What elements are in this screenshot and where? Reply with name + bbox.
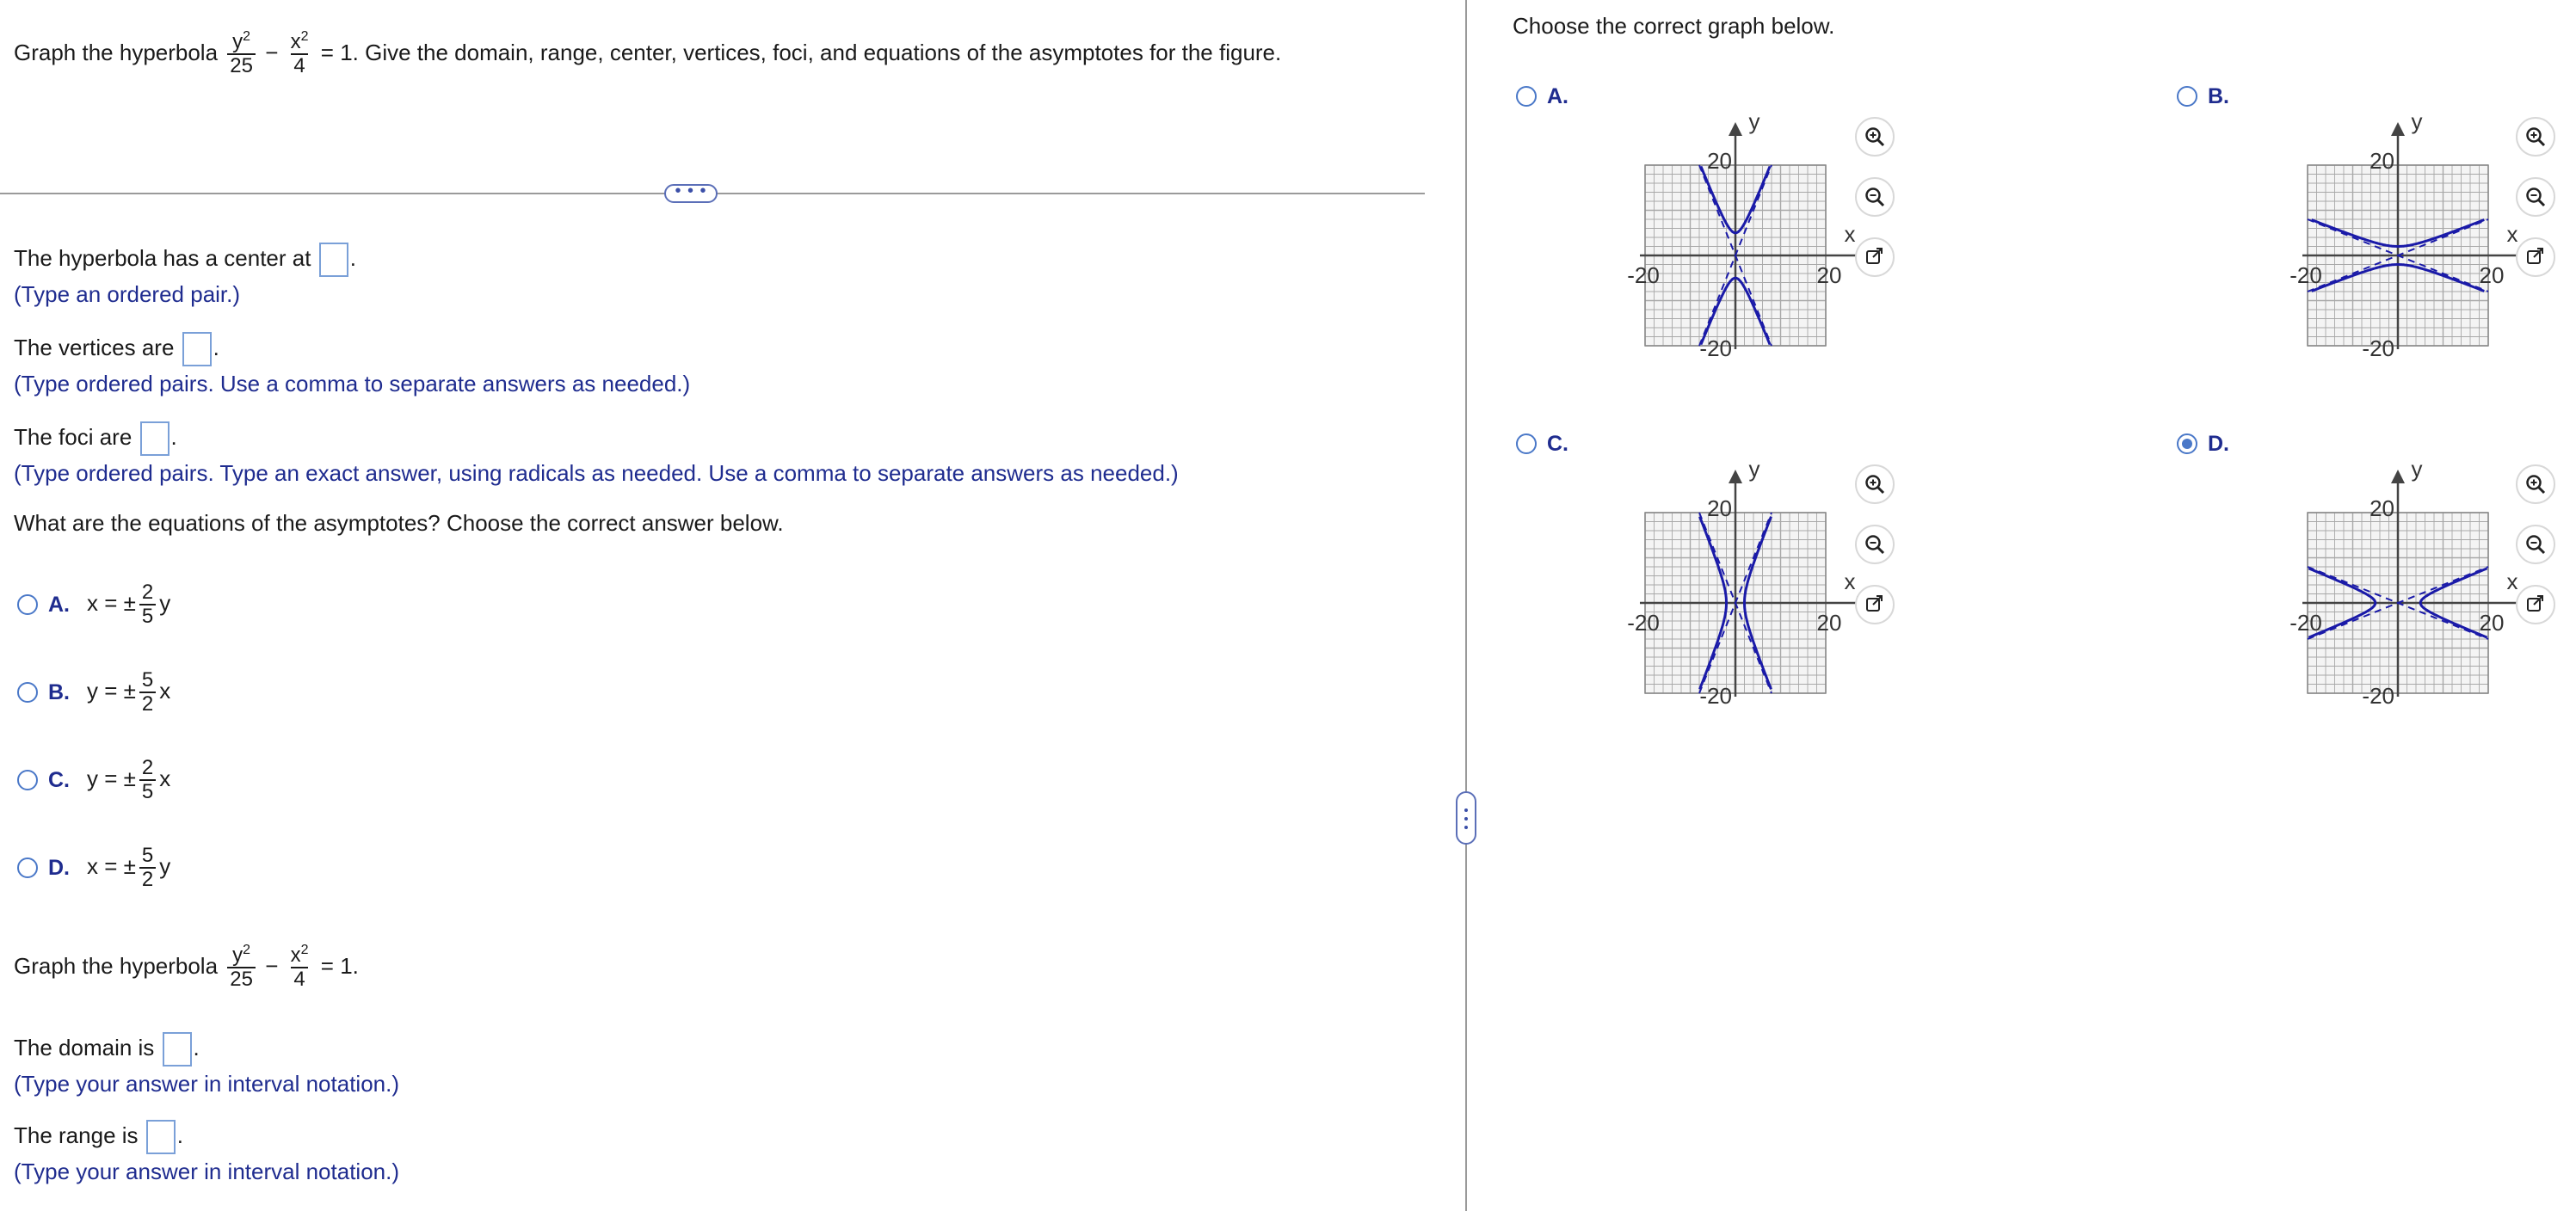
option-lhs: y = ± [87,677,136,704]
x-tick-label-right: 20 [1816,262,1842,288]
option-letter: C. [1547,432,1568,457]
zoom-in-icon [2524,126,2547,148]
y-axis-arrow [2391,122,2405,136]
y-tick-label-bottom: -20 [2362,683,2394,709]
option-letter: D. [2208,432,2229,457]
popout-button-d[interactable] [2516,585,2555,624]
x-tick-label-left: -20 [2289,262,2322,288]
graph-b [2211,108,2518,378]
radio-b[interactable] [17,682,38,703]
y-tick-label-bottom: -20 [1699,683,1732,709]
fraction-y2-25: $\frac{y^2}{25}$ [227,31,256,77]
x-tick-label-right: 20 [2479,262,2505,288]
option-letter: B. [48,680,70,704]
external-link-icon [1864,246,1886,268]
y-axis-label: y [1748,456,1760,482]
y-axis-label: y [2411,456,2423,482]
frac-num: 2 [141,756,154,779]
range-label: The range is [14,1122,139,1148]
y-tick-label-top: 20 [1707,495,1732,521]
x-tick-label-left: -20 [1627,262,1660,288]
prompt-text: Graph the hyperbola [14,39,219,65]
range-answer-input[interactable] [146,1120,176,1154]
minus-sign: − [265,39,279,65]
y-axis-arrow [1729,122,1742,136]
graph-option-d[interactable] [2177,428,2246,458]
x-axis-label: x [1844,569,1856,594]
frac-num: y [232,944,243,967]
problem-statement [14,31,1281,77]
y-axis-arrow [1729,470,1742,483]
y-axis-label: y [2411,108,2423,134]
x-axis-label: x [2506,221,2518,247]
popout-button-b[interactable] [2516,237,2555,277]
graph-option-c[interactable] [1516,428,1586,458]
option-lhs: y = ± [87,765,136,791]
radio-graph-c[interactable] [1516,433,1537,454]
option-letter: B. [2208,84,2229,109]
y-tick-label-top: 20 [2370,148,2394,174]
x-axis-label: x [1844,221,1856,247]
vertices-label: The vertices are [14,334,175,360]
zoom-in-icon [2524,473,2547,495]
option-fraction [139,581,156,628]
frac-den: 2 [139,692,156,716]
graph-a [1549,108,1856,378]
frac-den: 25 [227,967,256,991]
frac-den: 25 [227,53,256,77]
domain-question: The domain is . [14,1032,200,1067]
center-hint: (Type an ordered pair.) [14,281,241,307]
option-fraction [139,757,156,803]
zoom-in-icon [1864,126,1886,148]
frac-num: y [232,30,243,53]
asymptote-option-a[interactable] [17,581,170,628]
radio-d[interactable] [17,858,38,878]
x-tick-label-left: -20 [1627,610,1660,636]
frac-den: 5 [139,604,156,628]
y-tick-label-bottom: -20 [1699,335,1732,361]
graph-prompt [14,944,359,991]
zoom-in-button-c[interactable] [1855,464,1895,504]
fraction-x2-4: $\frac{x^2}{4}$ [290,29,309,77]
foci-answer-input[interactable] [140,421,169,456]
option-letter: A. [1547,84,1568,109]
graph-option-a[interactable] [1516,81,1586,110]
radio-a[interactable] [17,594,38,615]
foci-hint: (Type ordered pairs. Type an exact answer, using radicals as needed. Use a comma to separate answers as needed.) [14,460,1179,486]
radio-c[interactable] [17,770,38,790]
foci-label: The foci are [14,423,132,450]
y-axis-label: y [1748,108,1760,134]
option-fraction [139,845,156,891]
frac-den: 5 [139,779,156,803]
radio-graph-a[interactable] [1516,86,1537,107]
asymptotes-question: What are the equations of the asymptotes? Choose the correct answer below. [14,510,784,536]
option-var: x [159,677,171,704]
zoom-out-icon [2524,533,2547,556]
domain-answer-input[interactable] [163,1032,192,1067]
center-question: The hyperbola has a center at . [14,243,356,277]
option-fraction [139,669,156,716]
vertices-answer-input[interactable] [182,332,212,366]
zoom-in-button-d[interactable] [2516,464,2555,504]
graph-question: Choose the correct graph below. [1513,13,1835,39]
option-lhs: x = ± [87,852,136,879]
radio-graph-d[interactable] [2177,433,2197,454]
zoom-out-button-a[interactable] [1855,177,1895,217]
range-question: The range is . [14,1120,183,1154]
center-answer-input[interactable] [319,243,348,277]
center-label: The hyperbola has a center at [14,244,311,271]
domain-label: The domain is [14,1034,155,1060]
zoom-out-icon [2524,186,2547,208]
zoom-out-icon [1864,186,1886,208]
expand-handle[interactable]: • • • [664,184,718,203]
frac-den: 4 [291,967,307,991]
zoom-in-icon [1864,473,1886,495]
option-letter: C. [48,768,70,792]
zoom-out-icon [1864,533,1886,556]
zoom-out-button-c[interactable] [1855,525,1895,564]
zoom-in-button-b[interactable] [2516,117,2555,157]
y-tick-label-top: 20 [1707,148,1732,174]
option-letter: D. [48,856,70,880]
y-tick-label-top: 20 [2370,495,2394,521]
prompt-text-rest: = 1. [320,952,359,979]
popout-button-c[interactable] [1855,585,1895,624]
graph-option-b[interactable] [2177,81,2246,110]
external-link-icon [2524,246,2547,268]
frac-den: 2 [139,867,156,891]
frac-num: x [290,944,301,967]
external-link-icon [2524,593,2547,616]
zoom-out-button-b[interactable] [2516,177,2555,217]
graph-d [2211,456,2518,726]
y-tick-label-bottom: -20 [2362,335,2394,361]
zoom-out-button-d[interactable] [2516,525,2555,564]
x-tick-label-left: -20 [2289,610,2322,636]
fraction-x2-4: $\frac{x^2}{4}$ [290,943,309,991]
y-axis-arrow [2391,470,2405,483]
frac-num: x [290,30,301,53]
x-tick-label-right: 20 [1816,610,1842,636]
prompt-text-rest: = 1. Give the domain, range, center, vertices, foci, and equations of the asymptotes for the figure. [320,39,1282,65]
option-var: y [159,852,171,879]
frac-den: 4 [291,53,307,77]
option-letter: A. [48,593,70,617]
vertices-hint: (Type ordered pairs. Use a comma to separate answers as needed.) [14,371,691,396]
frac-num: 2 [141,581,154,604]
x-axis-label: x [2506,569,2518,594]
frac-num: 5 [141,668,154,692]
frac-num: 5 [141,844,154,867]
popout-button-a[interactable] [1855,237,1895,277]
radio-graph-b[interactable] [2177,86,2197,107]
fraction-y2-25: $\frac{y^2}{25}$ [227,944,256,991]
vertices-question: The vertices are . [14,332,219,366]
option-var: y [159,589,171,616]
range-hint: (Type your answer in interval notation.) [14,1159,399,1184]
option-lhs: x = ± [87,589,136,616]
resize-handle[interactable] [1456,791,1476,845]
asymptote-option-b[interactable] [17,669,170,716]
foci-question: The foci are . [14,421,177,456]
external-link-icon [1864,593,1886,616]
option-var: x [159,765,171,791]
graph-c [1549,456,1856,726]
vertical-divider [1465,0,1467,1211]
asymptote-option-c[interactable] [17,757,170,803]
domain-hint: (Type your answer in interval notation.) [14,1071,399,1097]
zoom-in-button-a[interactable] [1855,117,1895,157]
asymptote-option-d[interactable] [17,845,170,891]
minus-sign: − [265,952,279,979]
x-tick-label-right: 20 [2479,610,2505,636]
prompt-text: Graph the hyperbola [14,952,219,979]
